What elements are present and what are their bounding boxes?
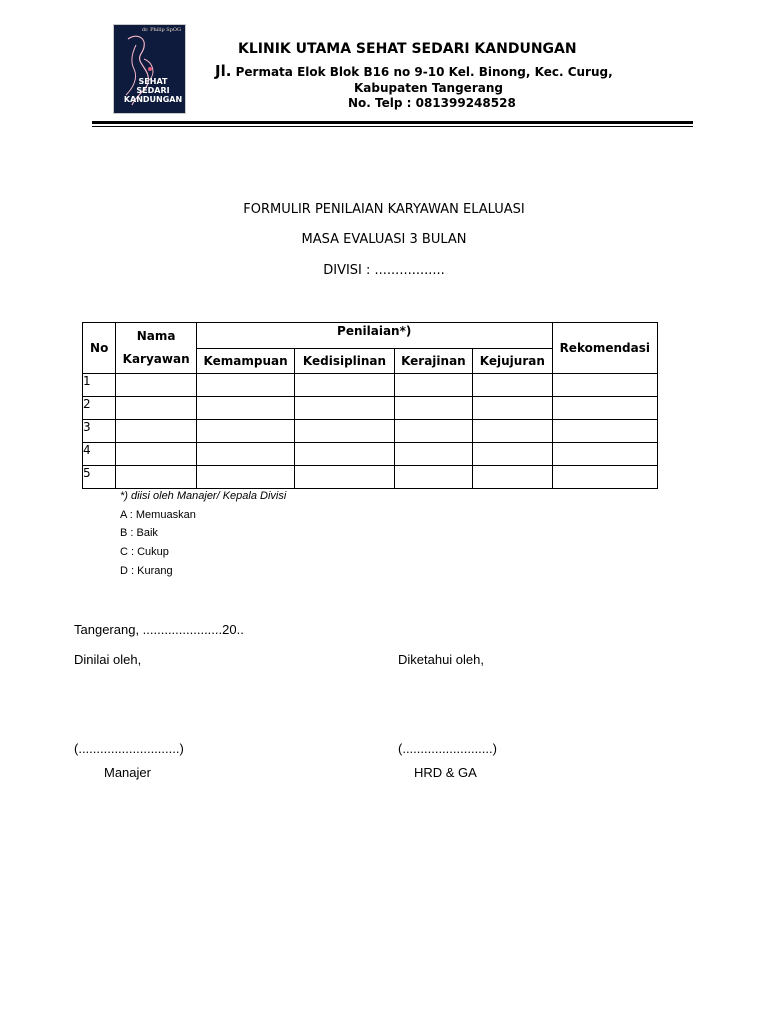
form-title: FORMULIR PENILAIAN KARYAWAN ELALUASI xyxy=(243,202,525,217)
cell-discipline[interactable] xyxy=(295,466,394,489)
cell-ability[interactable] xyxy=(196,443,294,466)
cell-ability[interactable] xyxy=(196,420,294,443)
logo-text-line: KANDUNGAN xyxy=(123,95,183,104)
address-prefix: Jl. xyxy=(215,62,232,80)
clinic-phone: No. Telp : 081399248528 xyxy=(348,96,516,110)
header-name-line1: Nama xyxy=(136,328,176,343)
table-row xyxy=(83,466,658,489)
row-number: 5 xyxy=(83,466,116,489)
cell-discipline[interactable] xyxy=(295,397,394,420)
cell-recommendation[interactable] xyxy=(552,420,657,443)
role-hrd: HRD & GA xyxy=(414,765,477,780)
header-divider-thick xyxy=(92,121,693,124)
footnote: *) diisi oleh Manajer/ Kepala Divisi xyxy=(120,490,287,502)
row-number: 2 xyxy=(83,397,116,420)
header-name-line2: Karyawan xyxy=(122,351,190,366)
cell-honesty[interactable] xyxy=(473,374,552,397)
header-discipline: Kedisiplinan xyxy=(295,349,394,374)
row-number: 3 xyxy=(83,420,116,443)
cell-recommendation[interactable] xyxy=(552,374,657,397)
legend-item: B : Baik xyxy=(120,527,158,539)
logo-text-line: SEDARI xyxy=(136,86,170,95)
header-employee-name xyxy=(116,323,196,374)
form-period: MASA EVALUASI 3 BULAN xyxy=(301,232,467,247)
cell-recommendation[interactable] xyxy=(552,443,657,466)
table-row xyxy=(83,420,658,443)
logo-text xyxy=(122,77,184,104)
cell-discipline[interactable] xyxy=(295,443,394,466)
cell-recommendation[interactable] xyxy=(552,466,657,489)
legend-item: D : Kurang xyxy=(120,565,173,577)
cell-employee-name[interactable] xyxy=(116,420,196,443)
cell-employee-name[interactable] xyxy=(116,374,196,397)
table-row xyxy=(83,397,658,420)
clinic-logo xyxy=(113,24,186,114)
cell-honesty[interactable] xyxy=(473,420,552,443)
header-ability: Kemampuan xyxy=(196,349,294,374)
cell-honesty[interactable] xyxy=(473,397,552,420)
logo-top-text: dr. Philip SpOG xyxy=(141,27,181,33)
evaluation-table xyxy=(82,322,658,489)
header-recommendation: Rekomendasi xyxy=(552,323,657,374)
cell-employee-name[interactable] xyxy=(116,443,196,466)
row-number: 4 xyxy=(83,443,116,466)
cell-discipline[interactable] xyxy=(295,374,394,397)
role-manager: Manajer xyxy=(104,765,151,780)
cell-recommendation[interactable] xyxy=(552,397,657,420)
header-honesty: Kejujuran xyxy=(473,349,552,374)
cell-honesty[interactable] xyxy=(473,466,552,489)
cell-employee-name[interactable] xyxy=(116,397,196,420)
cell-ability[interactable] xyxy=(196,466,294,489)
header-assessment: Penilaian*) xyxy=(196,323,552,349)
header-no: No xyxy=(83,323,116,374)
cell-honesty[interactable] xyxy=(473,443,552,466)
assessed-by-label: Dinilai oleh, xyxy=(74,652,142,667)
cell-ability[interactable] xyxy=(196,374,294,397)
row-number: 1 xyxy=(83,374,116,397)
clinic-name: KLINIK UTAMA SEHAT SEDARI KANDUNGAN xyxy=(238,41,577,57)
signature-line-manager: (............................) xyxy=(74,741,184,756)
cell-diligence[interactable] xyxy=(394,420,472,443)
cell-ability[interactable] xyxy=(196,397,294,420)
header-diligence: Kerajinan xyxy=(394,349,472,374)
header-divider-thin xyxy=(92,126,693,127)
table-header-row xyxy=(83,323,658,349)
logo-text-line: SEHAT xyxy=(138,77,168,86)
table-row xyxy=(83,374,658,397)
cell-discipline[interactable] xyxy=(295,420,394,443)
legend-item: C : Cukup xyxy=(120,546,169,558)
cell-diligence[interactable] xyxy=(394,397,472,420)
clinic-address-line2: Kabupaten Tangerang xyxy=(354,81,503,95)
signature-line-hrd: (.........................) xyxy=(398,741,497,756)
cell-diligence[interactable] xyxy=(394,443,472,466)
form-division: DIVISI : ................. xyxy=(323,263,445,278)
acknowledged-by-label: Diketahui oleh, xyxy=(398,652,484,667)
legend-item: A : Memuaskan xyxy=(120,509,196,521)
table-row xyxy=(83,443,658,466)
place-date: Tangerang, ......................20.. xyxy=(74,622,244,637)
cell-diligence[interactable] xyxy=(394,466,472,489)
clinic-address-line1 xyxy=(215,62,613,80)
cell-employee-name[interactable] xyxy=(116,466,196,489)
cell-diligence[interactable] xyxy=(394,374,472,397)
address-text: Permata Elok Blok B16 no 9-10 Kel. Binong, Kec. Curug, xyxy=(231,65,613,79)
